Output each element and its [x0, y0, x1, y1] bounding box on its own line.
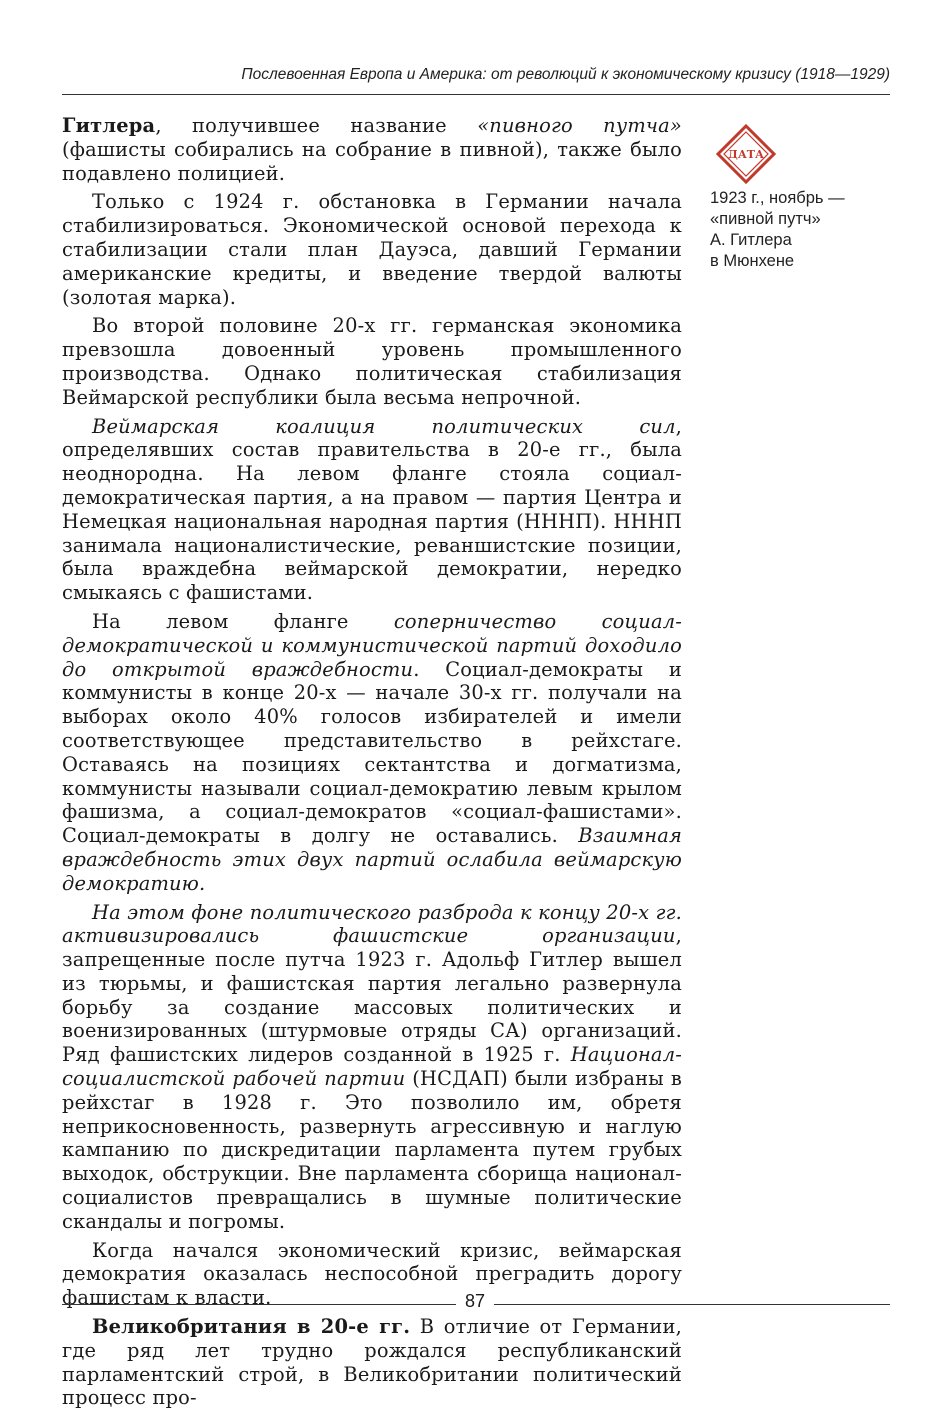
date-badge-label: ДАТА	[728, 148, 764, 161]
text-run: . Социал-демократы и коммунисты в конце 20-х — начале 30-х гг. получали на выборах около 40% голосов избирателей и имели соответствующее представительство в рейхстаге. Оставаясь на позициях сектантства и догматизма, коммунисты называли социал-демократию левым крылом фашизма, а социал-демократов «социал-фашистами». Социал-демократы в долгу не оставались.	[62, 657, 682, 848]
date-note-line: «пивной путч»	[710, 210, 821, 228]
date-note-line: 1923 г., ноябрь —	[710, 189, 845, 207]
text-run: соперничество социал-демократической и коммунистической партий доходило до открытой враждебности	[62, 609, 682, 681]
paragraph	[62, 901, 682, 1234]
paragraph: Во второй половине 20-х гг. германская экономика превзошла довоенный уровень промышленного производства. Однако политическая стабилизация Веймарской республики была весьма непрочной.	[62, 314, 682, 409]
text-run: Гитлера	[62, 114, 156, 137]
margin-note	[710, 124, 890, 272]
running-header: Послевоенная Европа и Америка: от революций к экономическому кризису (1918—1929)	[241, 66, 890, 83]
page-number: 87	[464, 1291, 486, 1311]
text-run: Национал-социалистской рабочей партии	[62, 1043, 682, 1091]
text-run: На этом фоне политического разброда к концу 20-х гг. активизировались фашистские организации	[62, 900, 682, 948]
text-run: , запрещенные после путча 1923 г. Адольф Гитлер вышел из тюрьмы, и фашистская партия легально развернула борьбу за создание массовых политических и военизированных (штурмовые отряды СА) организаций. Ряд фашистских лидеров созданной в 1925 г.	[62, 924, 682, 1067]
text-run: Веймарская коалиция политических сил	[92, 414, 676, 438]
paragraph	[62, 610, 682, 896]
paragraph: Только с 1924 г. обстановка в Германии начала стабилизироваться. Экономической основой перехода к стабилизации стали план Дауэса, давший Германии американские кредиты, и введение твердой валюты (золотая марка).	[62, 190, 682, 309]
text-run: (НСДАП) были избраны в рейхстаг в 1928 г. Это позволило им, обретя неприкосновенность, развернуть агрессивную и наглую кампанию по дискредитации парламента путем грубых выходок, обструкции. Вне парламента сборища национал-социалистов превращались в шумные политические скандалы и погромы.	[62, 1067, 683, 1233]
date-badge-icon	[716, 124, 776, 184]
paragraph	[62, 1315, 682, 1410]
text-run: «пивного путча»	[477, 114, 682, 137]
page-footer	[62, 1291, 890, 1317]
text-run: На левом фланге	[92, 609, 394, 633]
text-run: В отличие от Германии, где ряд лет трудно рождался республиканский парламентский строй, в Великобритании политический процесс про-	[62, 1315, 682, 1410]
paragraph: Когда начался экономический кризис, веймарская демократия оказалась неспособной преградить дорогу фашистам к власти.	[62, 1238, 682, 1310]
text-run: Взаимная враждебность этих двух партий ослабила веймарскую демократию.	[62, 824, 682, 895]
date-note-line: А. Гитлера	[710, 231, 792, 249]
main-text-column	[62, 114, 682, 1410]
paragraph	[62, 114, 682, 185]
date-note	[710, 188, 890, 272]
date-note-line: в Мюнхене	[710, 252, 795, 270]
text-run: (фашисты собирались на собрание в пивной), также было подавлено полицией.	[62, 137, 682, 185]
footer-rule-left	[62, 1304, 456, 1305]
footer-rule-right	[494, 1304, 890, 1305]
section-heading: Великобритания в 20-е гг.	[92, 1315, 411, 1339]
text-run: , получившее название	[155, 114, 478, 137]
header-rule	[62, 94, 890, 95]
paragraph	[62, 415, 682, 605]
text-run: , определявших состав правительства в 20-е гг., была неоднородна. На левом фланге стояла социал-демократическая партия, а на правом — партия Центра и Немецкая национальная народная партия (НННП). НННП занимала националистические, реваншистские позиции, была враждебна веймарской демократии, нередко смыкаясь с фашистами.	[62, 414, 682, 605]
